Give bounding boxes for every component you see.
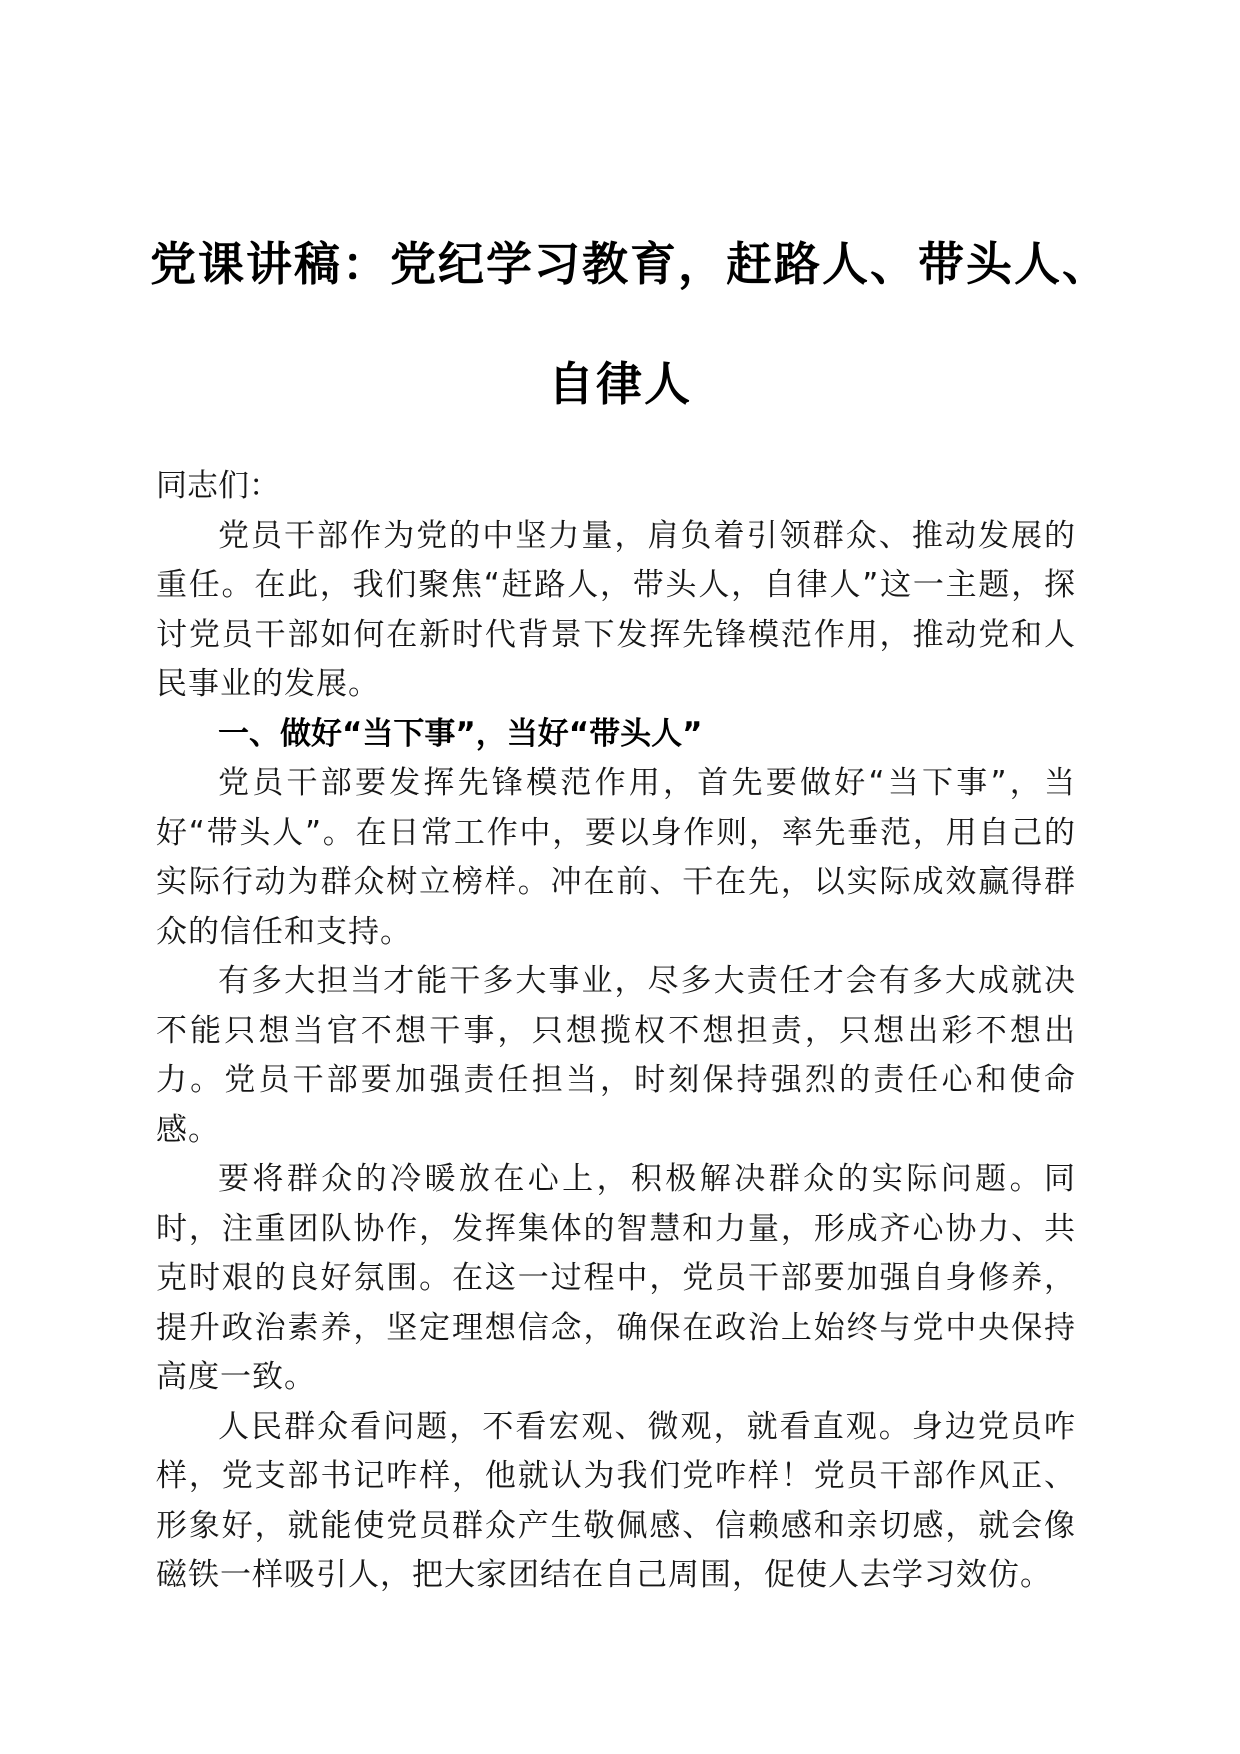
section-heading-1: 一、做好“当下事”，当好“带头人” (218, 715, 703, 752)
section1-paragraph-4: 人民群众看问题，不看宏观、微观，就看直观。身边党员咋样，党支部书记咋样，他就认为我们党咋样！党员干部作风正、形象好，就能使党员群众产生敬佩感、信赖感和亲切感，就会像磁铁一样吸引人，把大家团结在自己周围，促使人去学习效仿。 (156, 1408, 1076, 1593)
document-title-line-2: 自律人 (548, 357, 692, 411)
salutation: 同志们： (156, 468, 280, 504)
section1-paragraph-3: 要将群众的冷暖放在心上，积极解决群众的实际问题。同时，注重团队协作，发挥集体的智慧和力量，形成齐心协力、共克时艰的良好氛围。在这一过程中，党员干部要加强自身修养，提升政治素养，坚定理想信念，确保在政治上始终与党中央保持高度一致。 (156, 1161, 1076, 1395)
section1-paragraph-2: 有多大担当才能干多大事业，尽多大责任才会有多大成就决不能只想当官不想干事，只想揽权不想担责，只想出彩不想出力。党员干部要加强责任担当，时刻保持强烈的责任心和使命感。 (156, 963, 1076, 1148)
document-body (156, 462, 1076, 1601)
section1-paragraph-1: 党员干部要发挥先锋模范作用，首先要做好“当下事”，当好“带头人”。在日常工作中，要以身作则，率先垂范，用自己的实际行动为群众树立榜样。冲在前、干在先，以实际成效赢得群众的信任和支持。 (156, 765, 1076, 950)
intro-paragraph: 党员干部作为党的中坚力量，肩负着引领群众、推动发展的重任。在此，我们聚焦“赶路人，带头人，自律人”这一主题，探讨党员干部如何在新时代背景下发挥先锋模范作用，推动党和人民事业的发展。 (156, 517, 1076, 702)
document-title-line-1: 党课讲稿：党纪学习教育，赶路人、带头人、 (150, 237, 1110, 291)
